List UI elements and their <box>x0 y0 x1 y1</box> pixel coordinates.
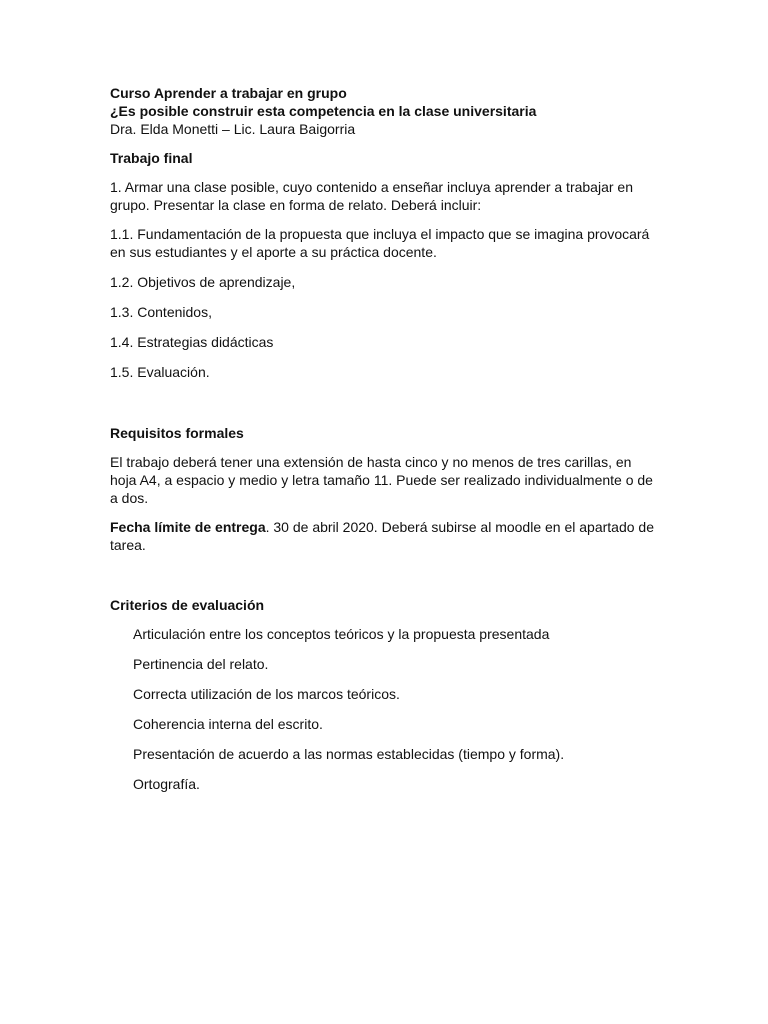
deadline-label: Fecha límite de entrega <box>110 519 266 535</box>
requisitos-body: El trabajo deberá tener una extensión de hasta cinco y no menos de tres carillas, en hoja A4, a espacio y medio y letra tamaño 11. Puede ser realizado individualmente o de a dos. <box>110 454 653 506</box>
trabajo-final-item: 1.4. Estrategias didácticas <box>110 334 274 350</box>
criterio-item: Correcta utilización de los marcos teóricos. <box>133 686 400 702</box>
trabajo-final-item: 1.2. Objetivos de aprendizaje, <box>110 274 296 290</box>
trabajo-final-title: Trabajo final <box>110 150 193 166</box>
trabajo-final-item: 1.5. Evaluación. <box>110 364 210 380</box>
trabajo-final-section <box>110 149 655 381</box>
document-page <box>110 84 655 805</box>
course-title: Curso Aprender a trabajar en grupo <box>110 85 347 101</box>
requisitos-title: Requisitos formales <box>110 425 244 441</box>
trabajo-final-item: 1.1. Fundamentación de la propuesta que incluya el impacto que se imagina provocará en sus estudiantes y el aporte a su práctica docente. <box>110 226 650 260</box>
criterio-item: Articulación entre los conceptos teóricos y la propuesta presentada <box>133 626 550 642</box>
criterio-item: Coherencia interna del escrito. <box>133 716 323 732</box>
trabajo-final-intro: 1. Armar una clase posible, cuyo contenido a enseñar incluya aprender a trabajar en grupo. Presentar la clase en forma de relato. Deberá incluir: <box>110 179 633 213</box>
criterios-section <box>110 596 655 793</box>
criterios-list <box>110 625 655 793</box>
deadline-text: . 30 de abril 2020. Deberá subirse al moodle en el apartado de tarea. <box>110 519 654 553</box>
criterio-item: Ortografía. <box>133 776 200 792</box>
document-header <box>110 84 655 138</box>
requisitos-section <box>110 424 655 554</box>
trabajo-final-item: 1.3. Contenidos, <box>110 304 212 320</box>
criterio-item: Presentación de acuerdo a las normas establecidas (tiempo y forma). <box>133 746 565 762</box>
section-spacer <box>110 393 655 424</box>
deadline-paragraph <box>110 518 655 554</box>
course-authors: Dra. Elda Monetti – Lic. Laura Baigorria <box>110 121 356 137</box>
course-question: ¿Es posible construir esta competencia en la clase universitaria <box>110 103 537 119</box>
section-spacer <box>110 565 655 596</box>
criterios-title: Criterios de evaluación <box>110 597 265 613</box>
criterio-item: Pertinencia del relato. <box>133 656 269 672</box>
